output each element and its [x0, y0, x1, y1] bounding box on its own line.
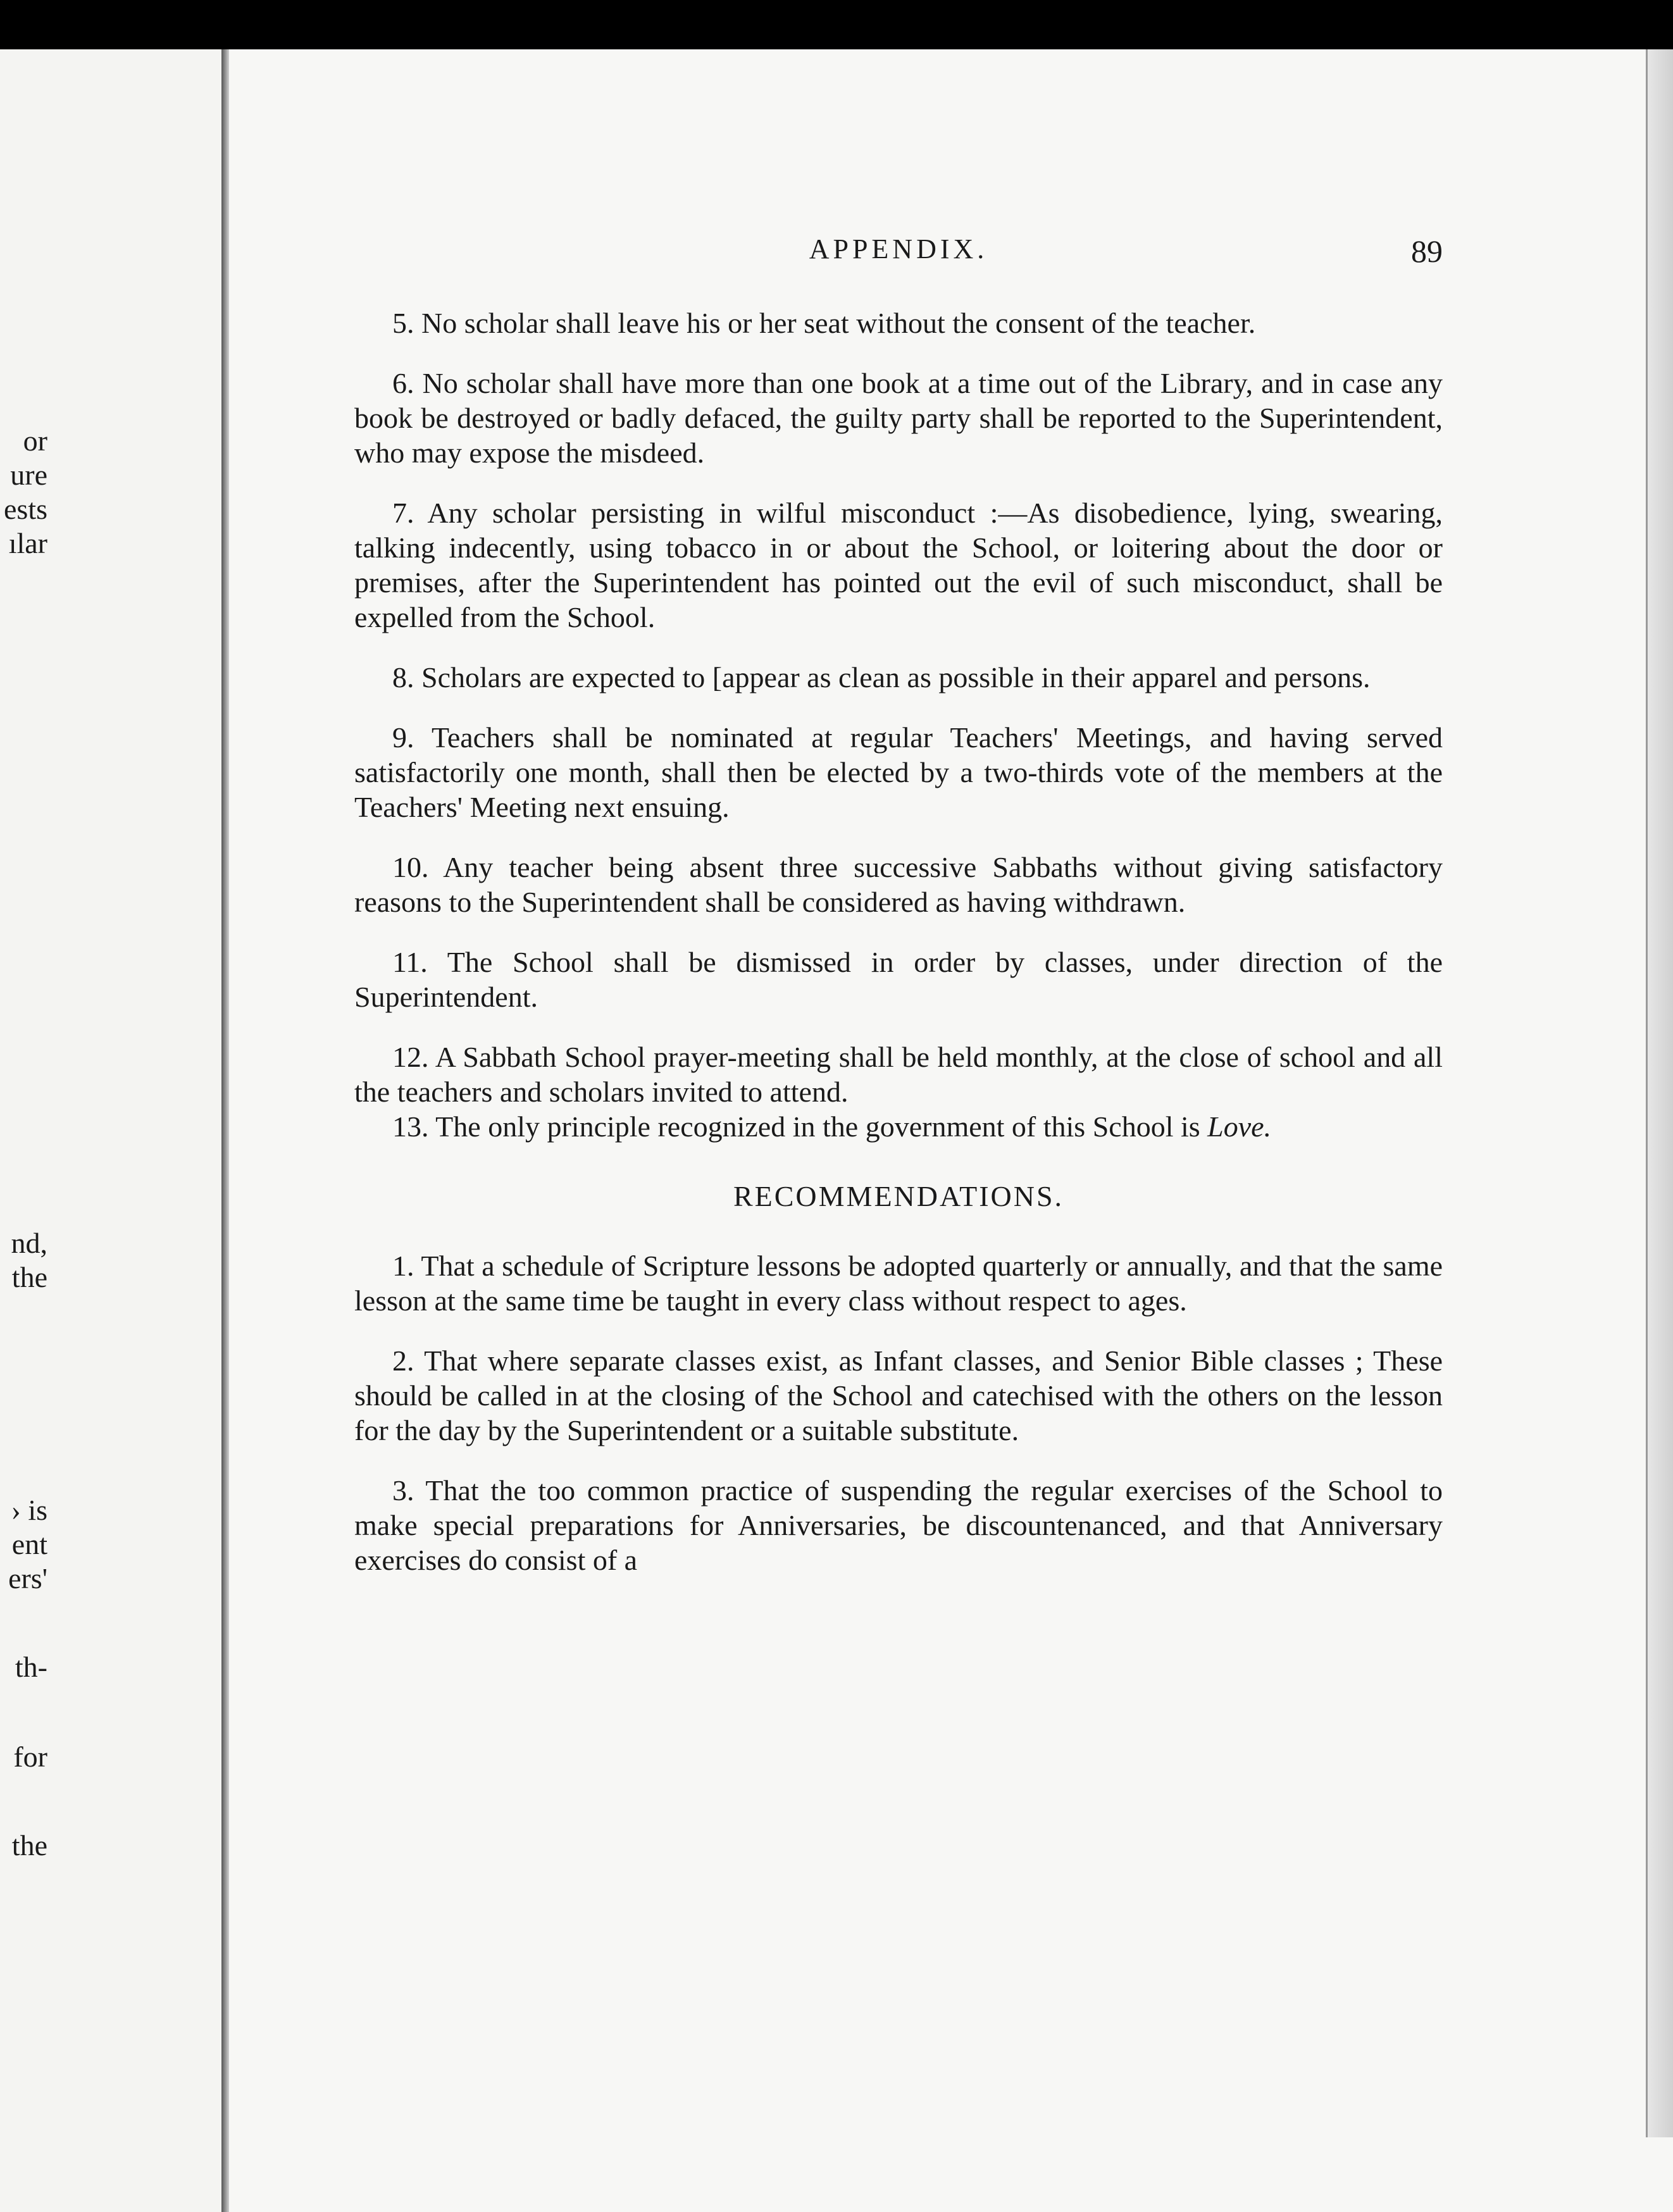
- recommendation-1: 1. That a schedule of Scripture lessons be adopted quarterly or annually, and that the same lesson at the same time be taught in every class without respect to ages.: [354, 1250, 1443, 1317]
- rule-6: 6. No scholar shall have more than one book at a time out of the Library, and in case any book be destroyed or badly defaced, the guilty party shall be reported to the Superintendent, who may expose the misdeed.: [354, 367, 1443, 469]
- rule-5: 5. No scholar shall leave his or her seat without the consent of the teacher.: [392, 307, 1256, 339]
- left-fragment: the: [11, 1261, 47, 1293]
- rule-10: 10. Any teacher being absent three successive Sabbaths without giving satisfactory reasons to the Superintendent shall be considered as having withdrawn.: [354, 851, 1443, 918]
- rule-7: 7. Any scholar persisting in wilful misconduct :—As disobedience, lying, swearing, talking indecently, using tobacco in or about the School, or loitering about the door or premises, after the Superintendent has pointed out the evil of such misconduct, shall be expelled from the School.: [354, 497, 1443, 633]
- left-fragment: ers': [8, 1562, 47, 1594]
- page-body: [354, 306, 1443, 1603]
- scanned-spread: [0, 49, 1673, 2212]
- left-fragment: ılar: [8, 527, 47, 559]
- rule-13: 13. The only principle recognized in the government of this School is Love.: [392, 1110, 1272, 1143]
- recommendations-heading: RECOMMENDATIONS.: [733, 1180, 1064, 1212]
- page-number: 89: [1411, 233, 1443, 269]
- left-fragment: ure: [10, 459, 47, 491]
- left-fragment: › is: [11, 1494, 47, 1526]
- recommendation-2: 2. That where separate classes exist, as Infant classes, and Senior Bible classes ; These should be called in at the closing of the School and catechised with the others on the lesson for the day by the Superintendent or a suitable substitute.: [354, 1345, 1443, 1446]
- left-fragment: or: [23, 425, 47, 457]
- recommendation-3: 3. That the too common practice of suspending the regular exercises of the School to make special preparations for Anniversaries, be discountenanced, and that Anniversary exercises do consist of a: [354, 1474, 1443, 1576]
- left-fragment: ests: [4, 493, 47, 525]
- rule-8: 8. Scholars are expected to [appear as clean as possible in their apparel and persons.: [392, 661, 1371, 693]
- running-head-title: APPENDIX.: [809, 233, 988, 264]
- left-page-edge: [0, 49, 225, 2212]
- running-head: [354, 233, 1443, 271]
- page-edge: [1646, 49, 1673, 2137]
- left-fragment: ent: [11, 1528, 47, 1560]
- book-gutter: [221, 49, 229, 2212]
- page: [354, 49, 1443, 2212]
- emphasis-love: Love.: [1207, 1110, 1272, 1143]
- left-fragment: th-: [15, 1651, 47, 1683]
- left-fragment: nd,: [11, 1227, 47, 1259]
- rule-9: 9. Teachers shall be nominated at regular Teachers' Meetings, and having served satisfactorily one month, shall then be elected by a two-thirds vote of the members at the Teachers' Meeting next ensuing.: [354, 721, 1443, 823]
- rule-12: 12. A Sabbath School prayer-meeting shall be held monthly, at the close of school and all the teachers and scholars invited to attend.: [354, 1041, 1443, 1108]
- left-fragment: the: [11, 1829, 47, 1861]
- rule-11: 11. The School shall be dismissed in order by classes, under direction of the Superintendent.: [354, 946, 1443, 1013]
- left-fragment: for: [13, 1741, 47, 1773]
